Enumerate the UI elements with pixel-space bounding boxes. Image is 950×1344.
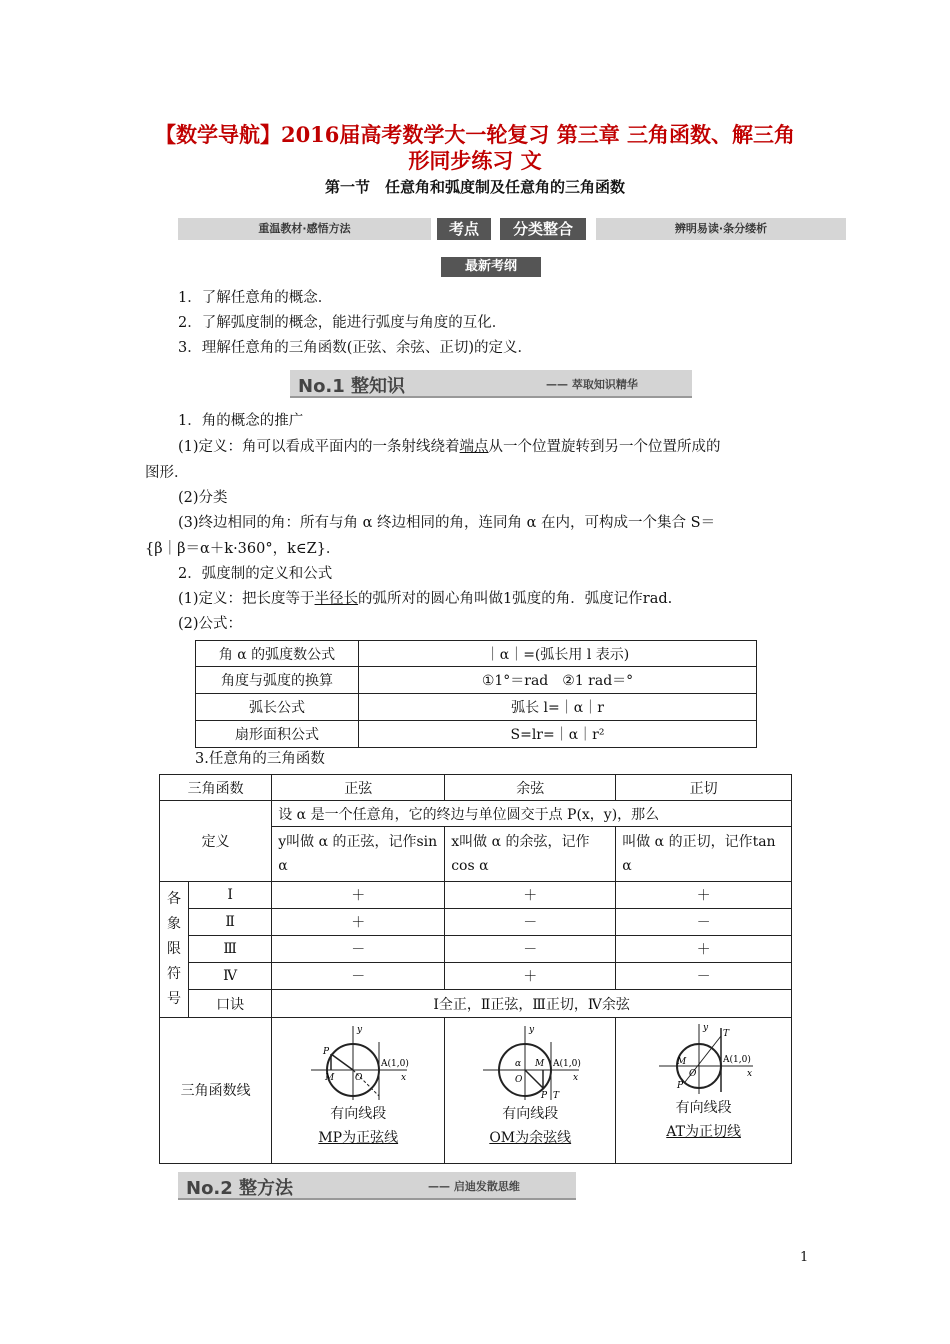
tangent-line-caption: 有向线段 AT为正切线: [666, 1100, 741, 1140]
table-header: 三角函数: [160, 775, 272, 801]
heading-angle-concept: 1．角的概念的推广: [178, 413, 304, 429]
svg-text:y: y: [702, 1023, 708, 1033]
sine-line-caption: 有向线段 MP为正弦线: [318, 1106, 399, 1146]
table-header: 余弦: [445, 775, 616, 801]
svg-text:x: x: [573, 1073, 579, 1083]
table-cell: 弧长 l=｜α｜r: [359, 694, 757, 721]
table-row: [196, 641, 757, 667]
table-row: [196, 694, 757, 721]
doc-title-line2: 形同步练习 文: [408, 148, 542, 173]
banner-right: 辨明易读·条分缕析: [596, 218, 846, 240]
sign-cos: ＋: [445, 963, 616, 990]
sign-sin: －: [272, 936, 445, 963]
svg-text:T: T: [553, 1091, 560, 1101]
syllabus-item: 3．理解任意角的三角函数(正弦、余弦、正切)的定义．: [178, 340, 533, 356]
table-header: 正弦: [272, 775, 445, 801]
sign-tan: ＋: [616, 936, 792, 963]
table-cell: S=lr=｜α｜r²: [359, 721, 757, 748]
quadrant-label: Ⅳ: [189, 963, 272, 990]
section-no1-label: No.1 整知识: [298, 376, 406, 397]
table-cell: 角 α 的弧度数公式: [196, 641, 359, 667]
section-no2-label: No.2 整方法: [186, 1178, 294, 1199]
quadrant-sign-label: 各 象 限 符 号: [160, 882, 189, 1018]
heading-trig-functions: 3.任意角的三角函数: [195, 751, 325, 767]
table-cell: 角度与弧度的换算: [196, 667, 359, 694]
definition-label: 定义: [160, 801, 272, 882]
svg-text:A(1,0): A(1,0): [722, 1055, 751, 1065]
table-row: [196, 667, 757, 694]
svg-text:T: T: [722, 1029, 729, 1039]
sign-cos: －: [445, 909, 616, 936]
cosine-line-diagram: [475, 1022, 585, 1102]
banner-classify: 分类整合: [500, 218, 586, 240]
svg-text:O: O: [515, 1075, 523, 1085]
trig-line-label: 三角函数线: [160, 1018, 272, 1164]
svg-text:M: M: [676, 1057, 686, 1067]
svg-text:α: α: [515, 1059, 522, 1069]
trig-table: [159, 774, 792, 1164]
table-cell: ｜α｜=(弧长用 l 表示): [359, 641, 757, 667]
table-row: [196, 721, 757, 748]
paragraph-formula-label: (2)公式：: [178, 616, 243, 632]
tangent-line-diagram: [649, 1022, 759, 1096]
svg-text:P: P: [676, 1081, 683, 1091]
quadrant-label: Ⅰ: [189, 882, 272, 909]
heading-radian: 2．弧度制的定义和公式: [178, 566, 333, 582]
banner-kaodian: 考点: [437, 218, 491, 240]
svg-text:P: P: [541, 1091, 548, 1101]
svg-text:A(1,0): A(1,0): [553, 1059, 582, 1069]
banner-left: 重温教材·感悟方法: [178, 218, 431, 240]
table-row: [160, 882, 792, 909]
paragraph-angle-definition-cont: 图形．: [145, 465, 189, 481]
formula-coterminal-set: {β｜β＝α＋k·360°，k∈Z}．: [145, 541, 341, 557]
svg-text:P: P: [323, 1047, 330, 1057]
sign-cos: －: [445, 936, 616, 963]
table-cell: ①1°＝rad ②1 rad＝°: [359, 667, 757, 694]
latest-syllabus-badge: 最新考纲: [441, 257, 541, 277]
sine-line-diagram: [303, 1022, 413, 1102]
quadrant-label: Ⅱ: [189, 909, 272, 936]
definition-tan: 叫做 α 的正切，记作tan α: [616, 827, 792, 882]
table-cell: 扇形面积公式: [196, 721, 359, 748]
quadrant-label: Ⅲ: [189, 936, 272, 963]
svg-text:O: O: [355, 1073, 363, 1083]
paragraph-coterminal: (3)终边相同的角：所有与角 α 终边相同的角，连同角 α 在内，可构成一个集合 S＝: [178, 515, 716, 531]
section-header-no2: [178, 1172, 576, 1200]
definition-common: 设 α 是一个任意角，它的终边与单位圆交于点 P(x，y)，那么: [272, 801, 792, 827]
svg-text:M: M: [535, 1059, 545, 1069]
doc-title-line1: 【数学导航】2016届高考数学大一轮复习 第三章 三角函数、解三角: [154, 122, 796, 147]
svg-text:A(1,0): A(1,0): [381, 1059, 410, 1069]
sign-tan: ＋: [616, 882, 792, 909]
definition-sin: y叫做 α 的正弦，记作sin α: [272, 827, 445, 882]
sign-tan: －: [616, 963, 792, 990]
cosine-line-caption: 有向线段 OM为余弦线: [489, 1106, 572, 1146]
table-cell: 弧长公式: [196, 694, 359, 721]
page-number: 1: [800, 1250, 809, 1265]
cosine-line-cell: [445, 1018, 616, 1164]
section-no2-tag: —— 启迪发散思维: [428, 1180, 520, 1193]
svg-text:O: O: [688, 1069, 696, 1079]
section-header-no1: [290, 370, 692, 398]
table-row: [160, 801, 792, 827]
table-row: [160, 909, 792, 936]
sign-tan: －: [616, 909, 792, 936]
section-no1-tag: —— 萃取知识精华: [546, 378, 638, 391]
paragraph-classification: (2)分类: [178, 490, 228, 506]
svg-text:y: y: [357, 1025, 363, 1035]
definition-cos: x叫做 α 的余弦，记作cos α: [445, 827, 616, 882]
sign-sin: ＋: [272, 882, 445, 909]
svg-text:x: x: [746, 1069, 752, 1079]
formula-table: [195, 640, 757, 748]
table-header: 正切: [616, 775, 792, 801]
svg-text:M: M: [325, 1073, 335, 1083]
sine-line-cell: [272, 1018, 445, 1164]
sign-cos: ＋: [445, 882, 616, 909]
svg-text:x: x: [401, 1073, 407, 1083]
syllabus-item: 1．了解任意角的概念．: [178, 290, 333, 306]
paragraph-angle-definition: (1)定义：角可以看成平面内的一条射线绕着端点从一个位置旋转到另一个位置所成的: [178, 439, 721, 455]
section-title: 第一节 任意角和弧度制及任意角的三角函数: [324, 178, 625, 196]
table-row: [160, 990, 792, 1018]
table-row: [160, 963, 792, 990]
sign-sin: －: [272, 963, 445, 990]
table-row: [160, 1018, 792, 1164]
table-row: [160, 775, 792, 801]
syllabus-item: 2．了解弧度制的概念，能进行弧度与角度的互化．: [178, 315, 507, 331]
svg-text:y: y: [529, 1025, 535, 1035]
mnemonic-text: Ⅰ全正，Ⅱ正弦，Ⅲ正切，Ⅳ余弦: [272, 990, 792, 1018]
tangent-line-cell: [616, 1018, 792, 1164]
table-row: [160, 936, 792, 963]
paragraph-radian-definition: (1)定义：把长度等于半径长的弧所对的圆心角叫做1弧度的角．弧度记作rad.: [178, 591, 673, 607]
mnemonic-label: 口诀: [189, 990, 272, 1018]
sign-sin: ＋: [272, 909, 445, 936]
